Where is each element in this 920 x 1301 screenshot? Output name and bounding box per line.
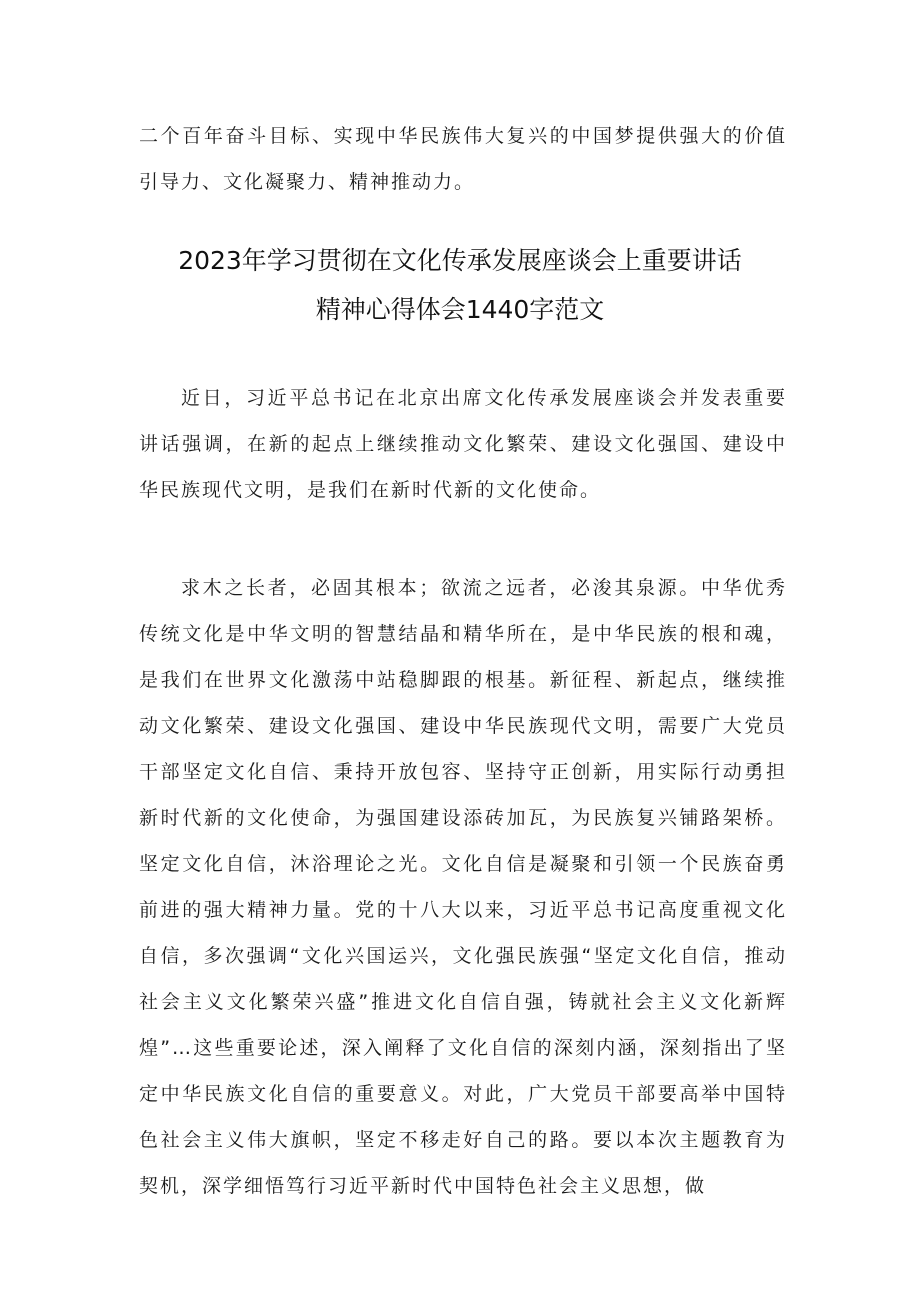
body-paragraph-2: 求木之长者，必固其根本；欲流之远者，必浚其泉源。中华优秀传统文化是中华文明的智慧结晶和精华所在，是中华民族的根和魂，是我们在世界文化激荡中站稳脚跟的根基。新征程、新起点，继续推动文化繁荣、建设文化强国、建设中华民族现代文明，需要广大党员干部坚定文化自信、秉持开放包容、坚持守正创新，用实际行动勇担新时代新的文化使命，为强国建设添砖加瓦，为民族复兴铺路架桥。坚定文化自信，沐浴理论之光。文化自信是凝聚和引领一个民族奋勇前进的强大精神力量。党的十八大以来，习近平总书记高度重视文化自信，多次强调“文化兴国运兴，文化强民族强“坚定文化自信，推动社会主义文化繁荣兴盛”推进文化自信自强，铸就社会主义文化新辉煌”…这些重要论述，深入阐释了文化自信的深刻内涵，深刻指出了坚定中华民族文化自信的重要意义。对此，广大党员干部要高举中国特色社会主义伟大旗帜，坚定不移走好自己的路。要以本次主题教育为契机，深学细悟笃行习近平新时代中国特色社会主义思想，做 (139, 577, 787, 1197)
article-title (100, 236, 820, 334)
title-line-1: 2023年学习贯彻在文化传承发展座谈会上重要讲话 (178, 246, 742, 275)
title-line-2: 精神心得体会1440字范文 (315, 295, 605, 324)
body-paragraph-1: 近日，习近平总书记在北京出席文化传承发展座谈会并发表重要讲话强调，在新的起点上继续推动文化繁荣、建设文化强国、建设中华民族现代文明，是我们在新时代新的文化使命。 (139, 387, 787, 501)
intro-paragraph: 二个百年奋斗目标、实现中华民族伟大复兴的中国梦提供强大的价值引导力、文化凝聚力、精神推动力。 (139, 125, 787, 193)
